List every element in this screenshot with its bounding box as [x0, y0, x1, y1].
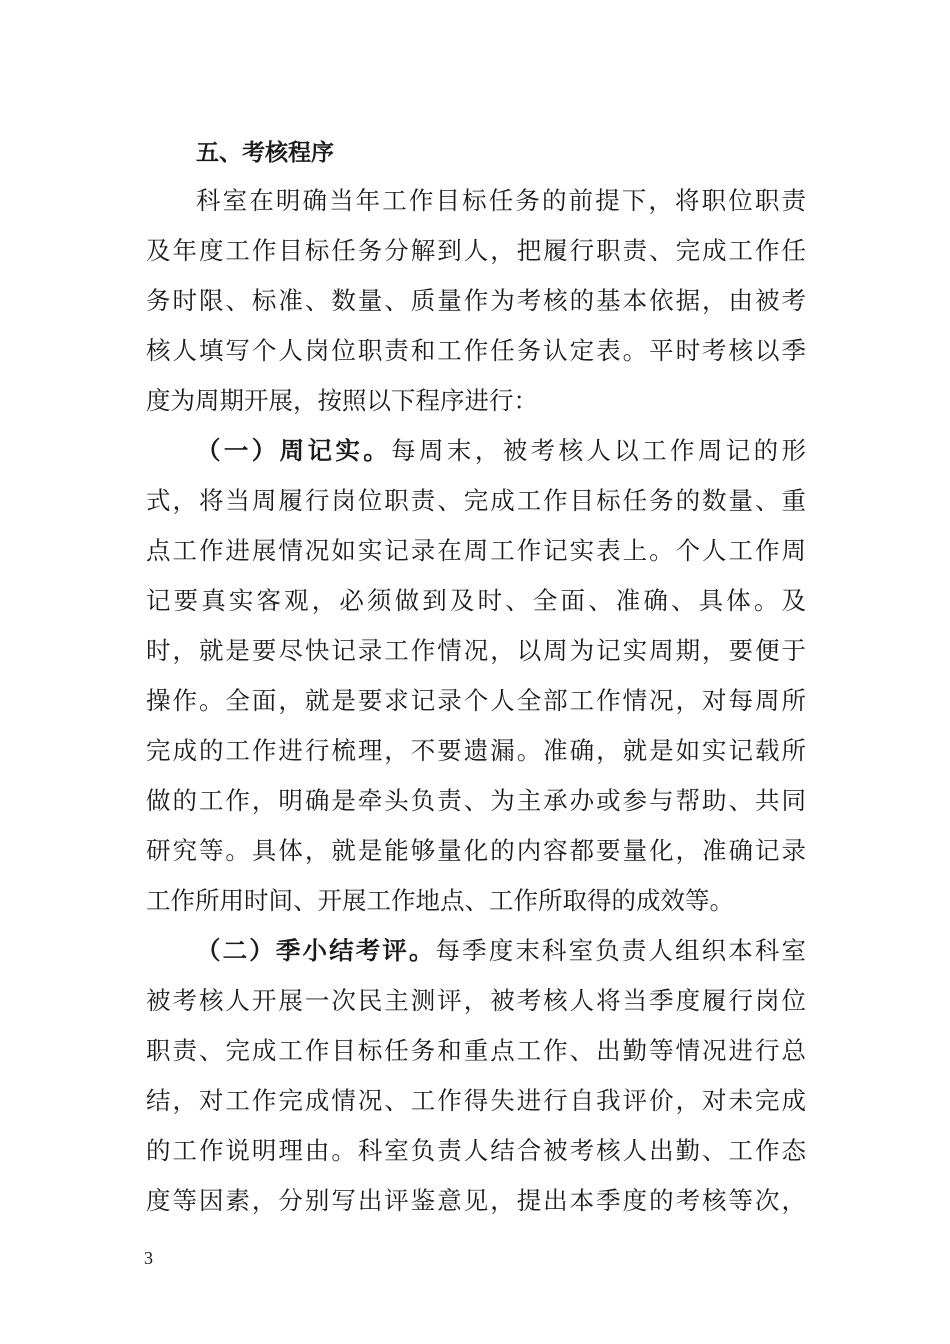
paragraph2-line: 记要真实客观，必须做到及时、全面、准确、具体。及: [146, 586, 806, 615]
paragraph3-line: 度等因素，分别写出评鉴意见，提出本季度的考核等次，: [146, 1186, 806, 1215]
paragraph1-line: 核人填写个人岗位职责和工作任务认定表。平时考核以季: [146, 336, 806, 365]
paragraph3-line: 被考核人开展一次民主测评，被考核人将当季度履行岗位: [146, 986, 806, 1015]
paragraph3-bold-lead: （二）季小结考评。: [196, 936, 436, 965]
paragraph3-line: 职责、完成工作目标任务和重点工作、出勤等情况进行总: [146, 1036, 806, 1065]
paragraph3-first-line: [196, 936, 806, 966]
paragraph2-line: 工作所用时间、开展工作地点、工作所取得的成效等。: [146, 886, 734, 915]
section-heading: 五、考核程序: [196, 140, 334, 166]
paragraph2-line: 操作。全面，就是要求记录个人全部工作情况，对每周所: [146, 686, 806, 715]
paragraph2-first-line: [196, 436, 806, 466]
paragraph2-bold-lead: （一）周记实。: [196, 436, 392, 465]
paragraph3-line: 的工作说明理由。科室负责人结合被考核人出勤、工作态: [146, 1136, 806, 1165]
paragraph1-line: 务时限、标准、数量、质量作为考核的基本依据，由被考: [146, 286, 806, 315]
page-number: 3: [144, 1248, 153, 1268]
paragraph2-first-line-text: 每周末，被考核人以工作周记的形: [391, 436, 807, 465]
paragraph1-line: 及年度工作目标任务分解到人，把履行职责、完成工作任: [146, 236, 806, 265]
paragraph2-line: 点工作进展情况如实记录在周工作记实表上。个人工作周: [146, 536, 806, 565]
paragraph2-line: 时，就是要尽快记录工作情况，以周为记实周期，要便于: [146, 636, 806, 665]
paragraph2-line: 完成的工作进行梳理，不要遗漏。准确，就是如实记载所: [146, 736, 806, 765]
paragraph1-line: 科室在明确当年工作目标任务的前提下，将职位职责: [196, 186, 806, 215]
paragraph2-line: 研究等。具体，就是能够量化的内容都要量化，准确记录: [146, 836, 806, 865]
paragraph2-line: 做的工作，明确是牵头负责、为主承办或参与帮助、共同: [146, 786, 806, 815]
paragraph3-line: 结，对工作完成情况、工作得失进行自我评价，对未完成: [146, 1086, 806, 1115]
paragraph3-first-line-text: 每季度末科室负责人组织本科室: [435, 936, 807, 965]
paragraph1-line: 度为周期开展，按照以下程序进行：: [146, 386, 538, 415]
paragraph2-line: 式，将当周履行岗位职责、完成工作目标任务的数量、重: [146, 486, 806, 515]
